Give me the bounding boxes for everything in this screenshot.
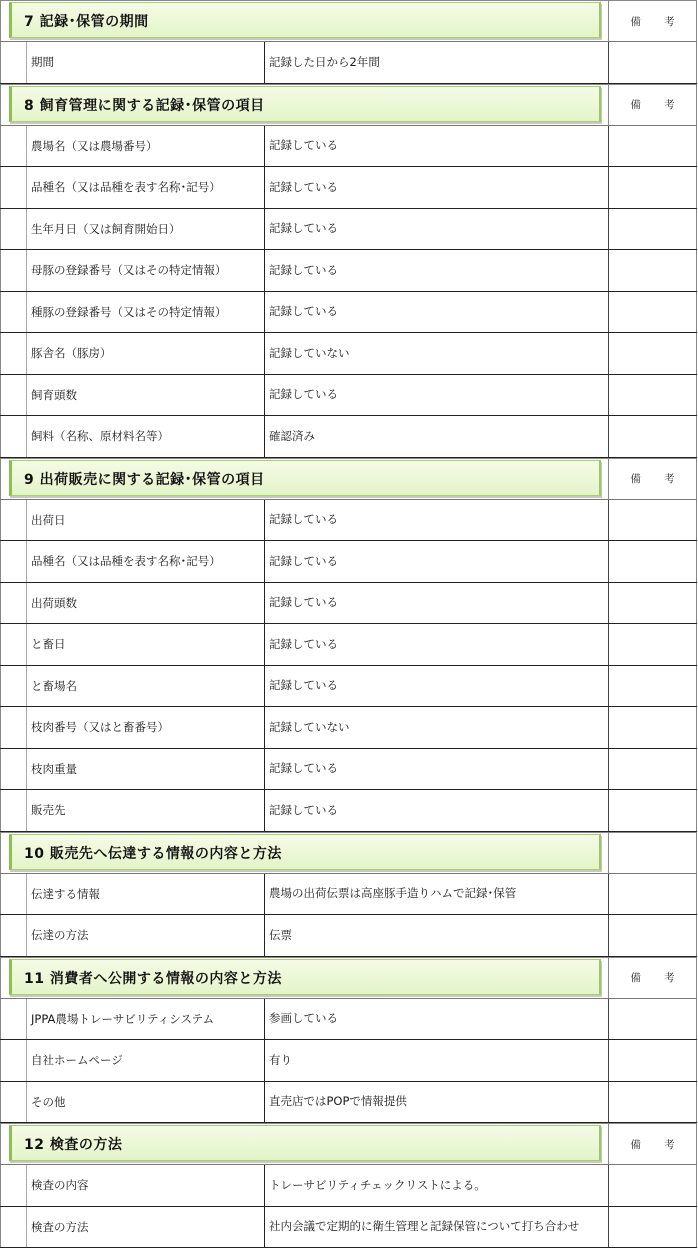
table-row xyxy=(0,541,697,583)
item-value: 伝票 xyxy=(265,915,609,956)
indent-cell xyxy=(0,999,27,1040)
note-cell xyxy=(609,666,697,707)
section-title-box xyxy=(9,1125,601,1161)
indent-cell xyxy=(0,1082,27,1123)
item-value: 記録している xyxy=(265,209,609,250)
item-value: 記録していない xyxy=(265,333,609,374)
note-cell xyxy=(609,375,697,416)
note-cell xyxy=(609,250,697,291)
indent-cell xyxy=(0,1165,27,1206)
table-row xyxy=(0,1082,697,1124)
section-header xyxy=(0,458,697,500)
item-value: 記録している xyxy=(265,375,609,416)
item-label: 飼料（名称、原材料名等） xyxy=(27,416,265,457)
table-row xyxy=(0,500,697,542)
section-title-cell xyxy=(0,1,609,41)
note-cell xyxy=(609,583,697,624)
item-label: 農場名（又は農場番号） xyxy=(27,126,265,167)
note-header xyxy=(609,833,697,873)
item-label: JPPA農場トレーサビリティシステム xyxy=(27,999,265,1040)
item-value: 記録していない xyxy=(265,707,609,748)
note-cell xyxy=(609,1165,697,1206)
item-value: 有り xyxy=(265,1040,609,1081)
table-row xyxy=(0,1207,697,1248)
indent-cell xyxy=(0,292,27,333)
section-title-cell xyxy=(0,459,609,499)
note-cell xyxy=(609,292,697,333)
item-label: 飼育頭数 xyxy=(27,375,265,416)
item-value: 参画している xyxy=(265,999,609,1040)
item-value: 記録している xyxy=(265,624,609,665)
item-value: 記録している xyxy=(265,250,609,291)
indent-cell xyxy=(0,250,27,291)
indent-cell xyxy=(0,790,27,831)
note-header: 備 考 xyxy=(609,958,697,998)
item-value: 記録している xyxy=(265,292,609,333)
note-header: 備 考 xyxy=(609,85,697,125)
table-row xyxy=(0,583,697,625)
item-label: 自社ホームページ xyxy=(27,1040,265,1081)
indent-cell xyxy=(0,749,27,790)
item-label: と畜場名 xyxy=(27,666,265,707)
section-title: 11 消費者へ公開する情報の内容と方法 xyxy=(24,968,282,988)
note-cell xyxy=(609,500,697,541)
note-cell xyxy=(609,915,697,956)
item-label: 伝達する情報 xyxy=(27,874,265,915)
section-title: 10 販売先へ伝達する情報の内容と方法 xyxy=(24,843,282,863)
indent-cell xyxy=(0,1207,27,1248)
note-cell xyxy=(609,1082,697,1123)
indent-cell xyxy=(0,42,27,83)
table-row xyxy=(0,126,697,168)
table-row xyxy=(0,333,697,375)
section-title-cell xyxy=(0,85,609,125)
indent-cell xyxy=(0,209,27,250)
item-label: 検査の内容 xyxy=(27,1165,265,1206)
section-title-cell xyxy=(0,833,609,873)
indent-cell xyxy=(0,583,27,624)
item-value: 記録している xyxy=(265,541,609,582)
note-cell xyxy=(609,42,697,83)
item-label: 出荷日 xyxy=(27,500,265,541)
note-cell xyxy=(609,167,697,208)
indent-cell xyxy=(0,1040,27,1081)
item-label: 生年月日（又は飼育開始日） xyxy=(27,209,265,250)
section-title: 12 検査の方法 xyxy=(24,1134,122,1154)
note-cell xyxy=(609,749,697,790)
table-row xyxy=(0,915,697,957)
table-row xyxy=(0,1040,697,1082)
table-row xyxy=(0,1165,697,1207)
table-row xyxy=(0,999,697,1041)
item-value: 記録している xyxy=(265,790,609,831)
indent-cell xyxy=(0,375,27,416)
indent-cell xyxy=(0,167,27,208)
item-label: 母豚の登録番号（又はその特定情報） xyxy=(27,250,265,291)
note-cell xyxy=(609,416,697,457)
note-cell xyxy=(609,999,697,1040)
indent-cell xyxy=(0,126,27,167)
indent-cell xyxy=(0,333,27,374)
item-value: トレーサビリティチェックリストによる。 xyxy=(265,1165,609,1206)
item-value: 記録している xyxy=(265,666,609,707)
table-row xyxy=(0,292,697,334)
note-cell xyxy=(609,333,697,374)
table-row xyxy=(0,42,697,84)
item-value: 記録した日から2年間 xyxy=(265,42,609,83)
item-label: 販売先 xyxy=(27,790,265,831)
item-label: 伝達の方法 xyxy=(27,915,265,956)
item-label: 期間 xyxy=(27,42,265,83)
note-header: 備 考 xyxy=(609,1124,697,1164)
table-row xyxy=(0,250,697,292)
indent-cell xyxy=(0,666,27,707)
table-row xyxy=(0,167,697,209)
note-cell xyxy=(609,790,697,831)
note-header: 備 考 xyxy=(609,1,697,41)
table-row xyxy=(0,874,697,916)
section-title-box xyxy=(9,834,601,870)
item-label: 出荷頭数 xyxy=(27,583,265,624)
section-header xyxy=(0,0,697,42)
item-label: 種豚の登録番号（又はその特定情報） xyxy=(27,292,265,333)
item-label: と畜日 xyxy=(27,624,265,665)
section-title-cell xyxy=(0,1124,609,1164)
note-cell xyxy=(609,707,697,748)
section-header xyxy=(0,832,697,874)
section-title: 8 飼育管理に関する記録･保管の項目 xyxy=(24,95,265,115)
item-label: 枝肉番号（又はと畜番号） xyxy=(27,707,265,748)
note-cell xyxy=(609,1207,697,1248)
table-row xyxy=(0,209,697,251)
section-header xyxy=(0,1123,697,1165)
note-cell xyxy=(609,126,697,167)
item-value: 記録している xyxy=(265,126,609,167)
item-value: 直売店ではPOPで情報提供 xyxy=(265,1082,609,1123)
item-label: 枝肉重量 xyxy=(27,749,265,790)
item-value: 記録している xyxy=(265,583,609,624)
note-cell xyxy=(609,541,697,582)
item-value: 記録している xyxy=(265,500,609,541)
table-row xyxy=(0,375,697,417)
indent-cell xyxy=(0,624,27,665)
item-label: その他 xyxy=(27,1082,265,1123)
item-label: 品種名（又は品種を表す名称･記号） xyxy=(27,167,265,208)
section-title-box xyxy=(9,460,601,496)
section-title: 7 記録･保管の期間 xyxy=(24,11,149,31)
item-label: 豚舎名（豚房） xyxy=(27,333,265,374)
table-row xyxy=(0,624,697,666)
section-title-box xyxy=(9,86,601,122)
item-label: 品種名（又は品種を表す名称･記号） xyxy=(27,541,265,582)
indent-cell xyxy=(0,416,27,457)
section-title: 9 出荷販売に関する記録･保管の項目 xyxy=(24,469,265,489)
item-value: 農場の出荷伝票は高座豚手造りハムで記録･保管 xyxy=(265,874,609,915)
note-cell xyxy=(609,209,697,250)
note-cell xyxy=(609,1040,697,1081)
section-header xyxy=(0,957,697,999)
item-value: 記録している xyxy=(265,749,609,790)
note-cell xyxy=(609,874,697,915)
item-label: 検査の方法 xyxy=(27,1207,265,1248)
indent-cell xyxy=(0,500,27,541)
table-row xyxy=(0,749,697,791)
section-title-box xyxy=(9,2,601,38)
indent-cell xyxy=(0,541,27,582)
section-title-box xyxy=(9,959,601,995)
section-header xyxy=(0,84,697,126)
table-row xyxy=(0,707,697,749)
indent-cell xyxy=(0,707,27,748)
indent-cell xyxy=(0,874,27,915)
note-cell xyxy=(609,624,697,665)
table-row xyxy=(0,666,697,708)
indent-cell xyxy=(0,915,27,956)
item-value: 記録している xyxy=(265,167,609,208)
table-row xyxy=(0,790,697,832)
item-value: 確認済み xyxy=(265,416,609,457)
table-row xyxy=(0,416,697,458)
note-header: 備 考 xyxy=(609,459,697,499)
item-value: 社内会議で定期的に衛生管理と記録保管について打ち合わせ xyxy=(265,1207,609,1248)
section-title-cell xyxy=(0,958,609,998)
